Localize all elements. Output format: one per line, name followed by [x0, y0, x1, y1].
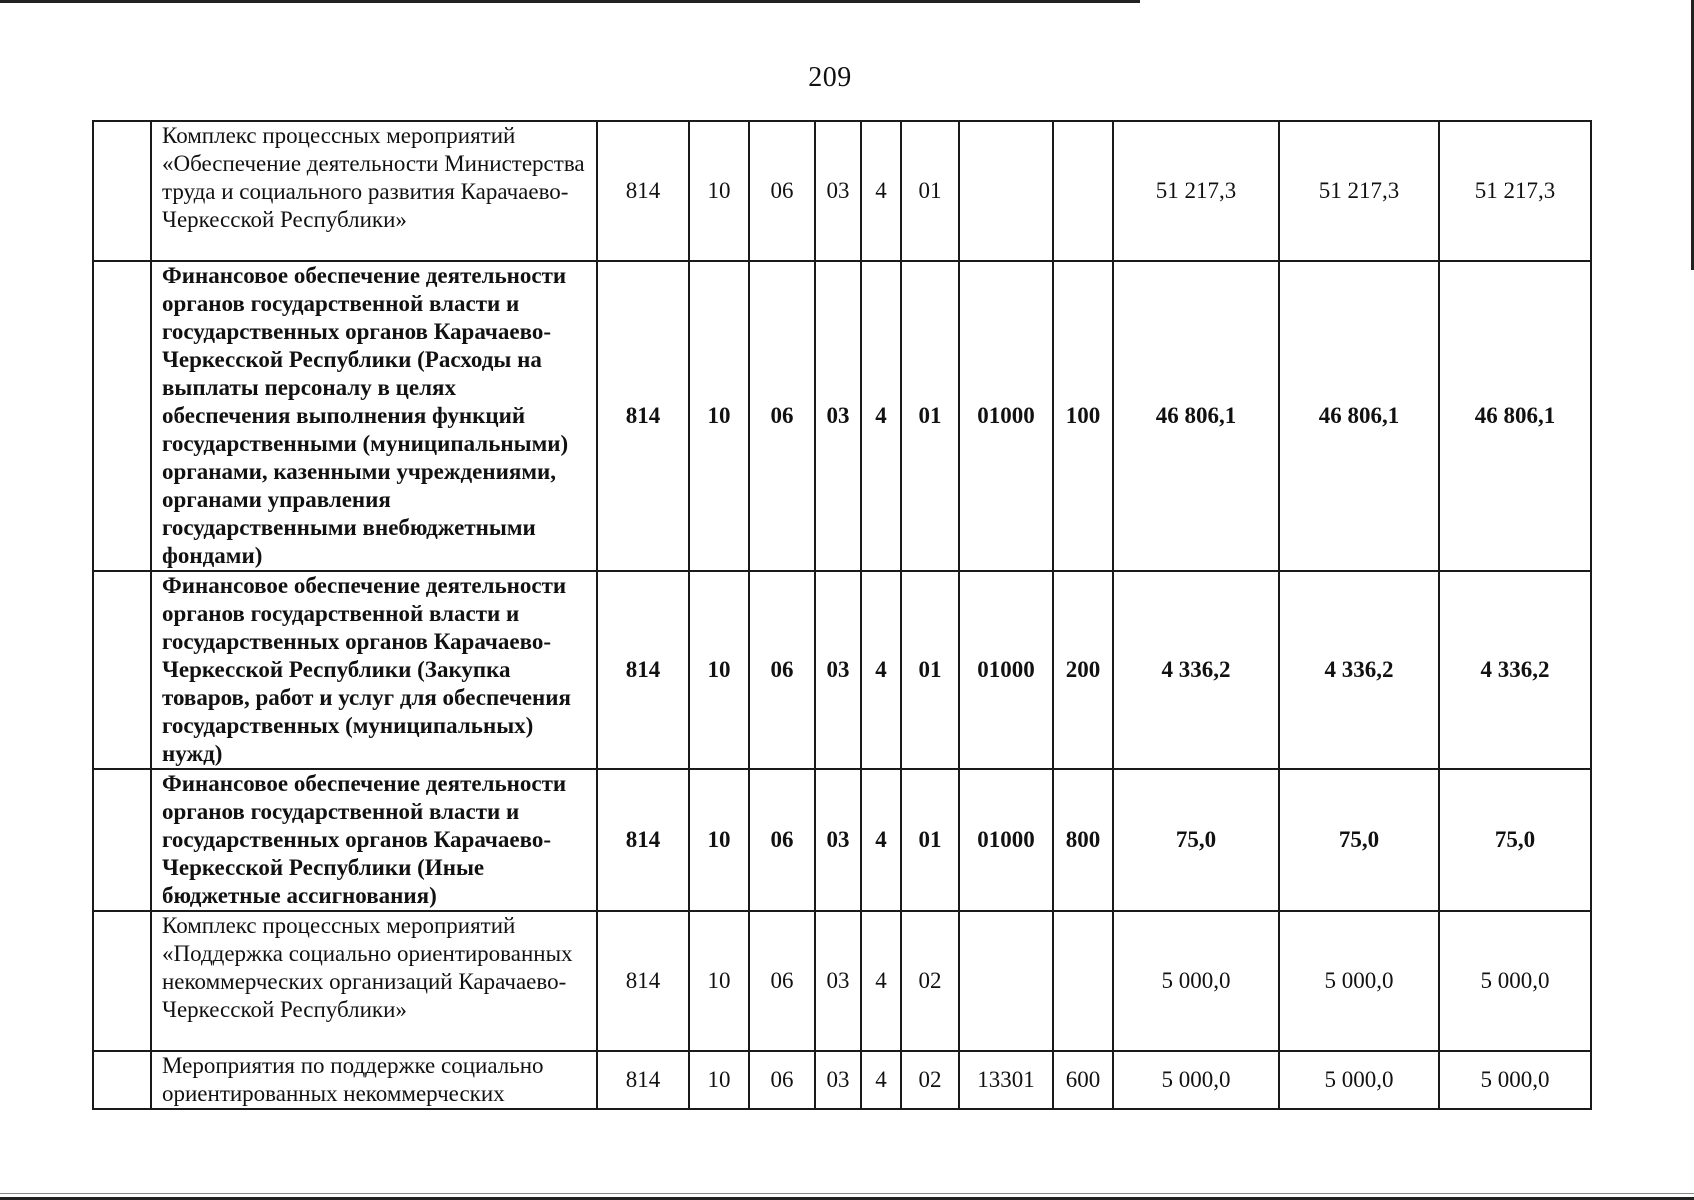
code-expense-type: 800	[1053, 769, 1113, 911]
row-description: Финансовое обеспечение деятельности органов государственной власти и государственных органов Карачаево-Черкесской Республики (Иные бюджетные ассигнования)	[151, 769, 597, 911]
table-row	[93, 571, 1591, 769]
code-type: 4	[861, 1051, 901, 1109]
code-complex: 01	[901, 571, 959, 769]
index-cell	[93, 769, 151, 911]
index-cell	[93, 121, 151, 261]
amount-year-1: 4 336,2	[1113, 571, 1279, 769]
code-type: 4	[861, 121, 901, 261]
code-section: 10	[689, 769, 749, 911]
code-complex: 01	[901, 769, 959, 911]
code-subsection: 06	[749, 261, 815, 571]
code-program: 03	[815, 769, 861, 911]
amount-year-2: 75,0	[1279, 769, 1439, 911]
code-complex: 02	[901, 1051, 959, 1109]
code-complex: 01	[901, 261, 959, 571]
code-program: 03	[815, 121, 861, 261]
amount-year-3: 4 336,2	[1439, 571, 1591, 769]
code-direction: 01000	[959, 769, 1053, 911]
code-section: 10	[689, 121, 749, 261]
amount-year-3: 75,0	[1439, 769, 1591, 911]
code-ministry: 814	[597, 911, 689, 1051]
index-cell	[93, 571, 151, 769]
table-row	[93, 1051, 1591, 1109]
code-direction: 01000	[959, 571, 1053, 769]
amount-year-3: 46 806,1	[1439, 261, 1591, 571]
row-description: Мероприятия по поддержке социально ориентированных некоммерческих	[151, 1051, 597, 1109]
code-expense-type: 600	[1053, 1051, 1113, 1109]
index-cell	[93, 261, 151, 571]
budget-table	[92, 120, 1592, 1110]
code-complex: 02	[901, 911, 959, 1051]
code-ministry: 814	[597, 121, 689, 261]
amount-year-3: 51 217,3	[1439, 121, 1591, 261]
code-subsection: 06	[749, 769, 815, 911]
row-description: Комплекс процессных мероприятий «Обеспечение деятельности Министерства труда и социального развития Карачаево-Черкесской Республики»	[151, 121, 597, 261]
amount-year-2: 5 000,0	[1279, 1051, 1439, 1109]
code-ministry: 814	[597, 769, 689, 911]
code-type: 4	[861, 261, 901, 571]
code-expense-type: 200	[1053, 571, 1113, 769]
code-ministry: 814	[597, 571, 689, 769]
code-section: 10	[689, 911, 749, 1051]
table-row	[93, 769, 1591, 911]
amount-year-2: 51 217,3	[1279, 121, 1439, 261]
code-direction	[959, 121, 1053, 261]
code-type: 4	[861, 769, 901, 911]
code-expense-type	[1053, 911, 1113, 1051]
code-direction: 01000	[959, 261, 1053, 571]
amount-year-2: 4 336,2	[1279, 571, 1439, 769]
index-cell	[93, 911, 151, 1051]
code-ministry: 814	[597, 1051, 689, 1109]
amount-year-1: 75,0	[1113, 769, 1279, 911]
amount-year-1: 51 217,3	[1113, 121, 1279, 261]
code-subsection: 06	[749, 121, 815, 261]
code-direction	[959, 911, 1053, 1051]
code-ministry: 814	[597, 261, 689, 571]
amount-year-2: 5 000,0	[1279, 911, 1439, 1051]
table-row	[93, 261, 1591, 571]
bottom-thin-rule	[0, 1193, 1694, 1194]
code-expense-type: 100	[1053, 261, 1113, 571]
code-subsection: 06	[749, 911, 815, 1051]
code-program: 03	[815, 261, 861, 571]
amount-year-3: 5 000,0	[1439, 911, 1591, 1051]
index-cell	[93, 1051, 151, 1109]
table-row	[93, 911, 1591, 1051]
code-subsection: 06	[749, 1051, 815, 1109]
code-program: 03	[815, 911, 861, 1051]
top-rule	[0, 0, 1140, 3]
amount-year-3: 5 000,0	[1439, 1051, 1591, 1109]
amount-year-1: 5 000,0	[1113, 911, 1279, 1051]
code-subsection: 06	[749, 571, 815, 769]
row-description: Финансовое обеспечение деятельности органов государственной власти и государственных органов Карачаево-Черкесской Республики (Расходы на выплаты персоналу в целях обеспечения выполнения функций государственными (муниципальными) органами, казенными учреждениями, органами управления государственными внебюджетными фондами)	[151, 261, 597, 571]
code-type: 4	[861, 571, 901, 769]
page-number: 209	[808, 62, 852, 93]
code-section: 10	[689, 1051, 749, 1109]
code-section: 10	[689, 261, 749, 571]
code-direction: 13301	[959, 1051, 1053, 1109]
table-row	[93, 121, 1591, 261]
amount-year-2: 46 806,1	[1279, 261, 1439, 571]
code-program: 03	[815, 1051, 861, 1109]
amount-year-1: 46 806,1	[1113, 261, 1279, 571]
row-description: Финансовое обеспечение деятельности органов государственной власти и государственных органов Карачаево-Черкесской Республики (Закупка товаров, работ и услуг для обеспечения государственных (муниципальных) нужд)	[151, 571, 597, 769]
code-expense-type	[1053, 121, 1113, 261]
code-complex: 01	[901, 121, 959, 261]
code-type: 4	[861, 911, 901, 1051]
row-description: Комплекс процессных мероприятий «Поддержка социально ориентированных некоммерческих организаций Карачаево-Черкесской Республики»	[151, 911, 597, 1051]
code-program: 03	[815, 571, 861, 769]
amount-year-1: 5 000,0	[1113, 1051, 1279, 1109]
code-section: 10	[689, 571, 749, 769]
